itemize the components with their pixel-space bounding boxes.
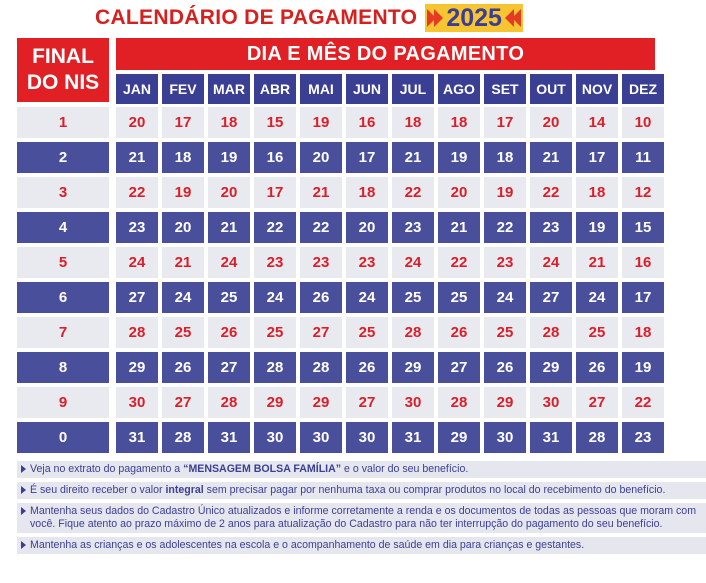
payment-day-cell: 20: [116, 107, 158, 138]
table-row: [17, 282, 668, 313]
payment-day-cell: 30: [116, 387, 158, 418]
month-header: JAN: [116, 74, 158, 104]
note-text-bold: “MENSAGEM BOLSA FAMÍLIA”: [183, 463, 342, 475]
payment-day-cell: 18: [484, 142, 526, 173]
payment-day-cell: 23: [116, 212, 158, 243]
chevron-left-icon: [512, 9, 521, 27]
payment-day-cell: 21: [162, 247, 204, 278]
table-row: [17, 422, 668, 453]
payment-day-cell: 31: [208, 422, 250, 453]
payment-day-cell: 22: [116, 177, 158, 208]
note-text-bold: integral: [165, 484, 204, 496]
payment-day-cell: 28: [576, 422, 618, 453]
table-row: [17, 107, 668, 138]
payment-day-cell: 25: [392, 282, 434, 313]
payment-day-cell: 21: [208, 212, 250, 243]
payment-day-cell: 27: [346, 387, 388, 418]
payment-day-cell: 19: [438, 142, 480, 173]
payment-day-cell: 28: [162, 422, 204, 453]
payment-day-cell: 26: [484, 352, 526, 383]
nis-digit-cell: 7: [17, 317, 109, 348]
month-header: AGO: [438, 74, 480, 104]
payment-day-cell: 23: [392, 212, 434, 243]
payment-day-cell: 25: [484, 317, 526, 348]
bullet-arrow-icon: [21, 486, 26, 494]
nis-digit-cell: 2: [17, 142, 109, 173]
payment-day-cell: 31: [530, 422, 572, 453]
payment-day-cell: 27: [208, 352, 250, 383]
payment-day-cell: 29: [254, 387, 296, 418]
payment-day-cell: 19: [576, 212, 618, 243]
payment-day-cell: 18: [576, 177, 618, 208]
note-text-pre: Veja no extrato do pagamento a: [30, 463, 184, 475]
payment-day-cell: 24: [392, 247, 434, 278]
payment-day-cell: 23: [254, 247, 296, 278]
payment-day-cell: 25: [438, 282, 480, 313]
page-title: [95, 2, 523, 34]
payment-day-cell: 24: [162, 282, 204, 313]
payment-day-cell: 23: [622, 422, 664, 453]
payment-day-cell: 19: [162, 177, 204, 208]
payment-day-cell: 16: [254, 142, 296, 173]
month-header: DEZ: [622, 74, 664, 104]
payment-day-cell: 17: [346, 142, 388, 173]
info-note: [17, 537, 706, 554]
payment-day-cell: 21: [576, 247, 618, 278]
payment-day-cell: 21: [392, 142, 434, 173]
payment-day-cell: 18: [622, 317, 664, 348]
payment-day-cell: 12: [622, 177, 664, 208]
year-text: 2025: [446, 3, 502, 32]
nis-header: [17, 38, 109, 102]
payment-day-cell: 15: [622, 212, 664, 243]
nis-digit-cell: 3: [17, 177, 109, 208]
payment-day-cell: 26: [346, 352, 388, 383]
bullet-arrow-icon: [21, 465, 26, 473]
table-row: [17, 142, 668, 173]
note-text: [30, 539, 584, 552]
note-text: [30, 505, 701, 531]
payment-day-cell: 17: [576, 142, 618, 173]
month-header: ABR: [254, 74, 296, 104]
bullet-arrow-icon: [21, 507, 26, 515]
payment-day-cell: 20: [438, 177, 480, 208]
payment-day-cell: 22: [622, 387, 664, 418]
payment-day-cell: 23: [484, 247, 526, 278]
payment-day-cell: 31: [116, 422, 158, 453]
payment-day-cell: 20: [346, 212, 388, 243]
payment-day-cell: 20: [300, 142, 342, 173]
payment-day-cell: 28: [116, 317, 158, 348]
payment-day-cell: 21: [530, 142, 572, 173]
payment-day-cell: 22: [438, 247, 480, 278]
payment-day-cell: 18: [392, 107, 434, 138]
note-text-pre: Mantenha seus dados do Cadastro Único atualizados e informe corretamente a renda e os documentos de todas as pessoas que moram com você. Fique atento ao prazo máximo de 2 anos para atualização do Cadastro para não ter interrupção do pagamento do seu benefício.: [30, 505, 697, 530]
payment-day-cell: 22: [392, 177, 434, 208]
payment-day-cell: 24: [576, 282, 618, 313]
payment-day-cell: 16: [346, 107, 388, 138]
payment-day-cell: 27: [530, 282, 572, 313]
payment-day-cell: 28: [300, 352, 342, 383]
payment-day-cell: 25: [208, 282, 250, 313]
table-row: [17, 387, 668, 418]
schedule-table: [17, 107, 668, 457]
table-row: [17, 352, 668, 383]
note-text-post: e o valor do seu benefício.: [341, 463, 469, 475]
payment-day-cell: 30: [254, 422, 296, 453]
month-header-row: [116, 74, 664, 104]
payment-day-cell: 19: [300, 107, 342, 138]
note-text-pre: Mantenha as crianças e os adolescentes na escola e o acompanhamento de saúde em dia para crianças e gestantes.: [30, 539, 585, 551]
payment-day-cell: 24: [208, 247, 250, 278]
payment-day-cell: 19: [208, 142, 250, 173]
payment-day-cell: 18: [438, 107, 480, 138]
month-header: MAI: [300, 74, 342, 104]
payment-day-cell: 17: [162, 107, 204, 138]
table-row: [17, 247, 668, 278]
payment-day-cell: 25: [162, 317, 204, 348]
payment-day-cell: 26: [208, 317, 250, 348]
payment-day-cell: 27: [438, 352, 480, 383]
month-header: JUL: [392, 74, 434, 104]
payment-day-cell: 29: [484, 387, 526, 418]
info-note: [17, 482, 706, 499]
payment-day-cell: 29: [530, 352, 572, 383]
payment-day-cell: 26: [300, 282, 342, 313]
payment-day-cell: 14: [576, 107, 618, 138]
payment-day-cell: 16: [622, 247, 664, 278]
payment-day-cell: 30: [346, 422, 388, 453]
payment-day-cell: 25: [254, 317, 296, 348]
payment-day-cell: 30: [300, 422, 342, 453]
payment-date-header: DIA E MÊS DO PAGAMENTO: [116, 38, 655, 70]
payment-day-cell: 11: [622, 142, 664, 173]
table-row: [17, 212, 668, 243]
payment-day-cell: 28: [530, 317, 572, 348]
payment-day-cell: 27: [162, 387, 204, 418]
payment-day-cell: 24: [254, 282, 296, 313]
payment-day-cell: 22: [300, 212, 342, 243]
payment-day-cell: 28: [392, 317, 434, 348]
info-note: [17, 503, 706, 533]
nis-header-line1: FINAL: [32, 45, 94, 68]
payment-day-cell: 31: [392, 422, 434, 453]
payment-day-cell: 26: [438, 317, 480, 348]
payment-day-cell: 24: [116, 247, 158, 278]
year-badge: [425, 4, 523, 32]
payment-day-cell: 19: [484, 177, 526, 208]
nis-digit-cell: 6: [17, 282, 109, 313]
payment-day-cell: 21: [300, 177, 342, 208]
payment-day-cell: 17: [622, 282, 664, 313]
payment-day-cell: 29: [438, 422, 480, 453]
nis-digit-cell: 4: [17, 212, 109, 243]
note-text: [30, 463, 468, 476]
payment-day-cell: 30: [530, 387, 572, 418]
month-header: JUN: [346, 74, 388, 104]
note-text: [30, 484, 665, 497]
month-header: FEV: [162, 74, 204, 104]
payment-day-cell: 17: [484, 107, 526, 138]
month-header: MAR: [208, 74, 250, 104]
payment-day-cell: 10: [622, 107, 664, 138]
payment-day-cell: 29: [392, 352, 434, 383]
payment-day-cell: 21: [438, 212, 480, 243]
table-row: [17, 317, 668, 348]
payment-day-cell: 23: [300, 247, 342, 278]
payment-day-cell: 23: [346, 247, 388, 278]
payment-day-cell: 27: [116, 282, 158, 313]
payment-day-cell: 24: [484, 282, 526, 313]
payment-day-cell: 30: [484, 422, 526, 453]
payment-day-cell: 28: [254, 352, 296, 383]
payment-day-cell: 25: [346, 317, 388, 348]
payment-day-cell: 22: [254, 212, 296, 243]
month-header: SET: [484, 74, 526, 104]
payment-day-cell: 15: [254, 107, 296, 138]
nis-header-line2: DO NIS: [26, 71, 100, 94]
payment-day-cell: 25: [576, 317, 618, 348]
payment-day-cell: 20: [208, 177, 250, 208]
payment-day-cell: 30: [392, 387, 434, 418]
payment-day-cell: 20: [530, 107, 572, 138]
payment-day-cell: 22: [484, 212, 526, 243]
payment-day-cell: 24: [530, 247, 572, 278]
title-text: CALENDÁRIO DE PAGAMENTO: [95, 6, 418, 29]
payment-day-cell: 22: [530, 177, 572, 208]
payment-day-cell: 23: [530, 212, 572, 243]
nis-digit-cell: 5: [17, 247, 109, 278]
payment-day-cell: 18: [346, 177, 388, 208]
note-text-post: sem precisar pagar por nenhuma taxa ou comprar produtos no local do recebimento do benefício.: [203, 484, 666, 496]
nis-digit-cell: 1: [17, 107, 109, 138]
bullet-arrow-icon: [21, 541, 26, 549]
nis-digit-cell: 8: [17, 352, 109, 383]
payment-day-cell: 29: [300, 387, 342, 418]
payment-day-cell: 27: [576, 387, 618, 418]
notes-list: [17, 461, 706, 558]
note-text-pre: É seu direito receber o valor: [30, 484, 166, 496]
payment-day-cell: 28: [208, 387, 250, 418]
payment-day-cell: 21: [116, 142, 158, 173]
payment-day-cell: 17: [254, 177, 296, 208]
month-header: NOV: [576, 74, 618, 104]
nis-digit-cell: 0: [17, 422, 109, 453]
payment-day-cell: 18: [162, 142, 204, 173]
payment-day-cell: 19: [622, 352, 664, 383]
payment-day-cell: 29: [116, 352, 158, 383]
payment-day-cell: 26: [576, 352, 618, 383]
payment-day-cell: 27: [300, 317, 342, 348]
payment-day-cell: 28: [438, 387, 480, 418]
info-note: [17, 461, 706, 478]
nis-digit-cell: 9: [17, 387, 109, 418]
payment-day-cell: 24: [346, 282, 388, 313]
month-header: OUT: [530, 74, 572, 104]
table-row: [17, 177, 668, 208]
payment-day-cell: 26: [162, 352, 204, 383]
payment-day-cell: 18: [208, 107, 250, 138]
payment-day-cell: 20: [162, 212, 204, 243]
